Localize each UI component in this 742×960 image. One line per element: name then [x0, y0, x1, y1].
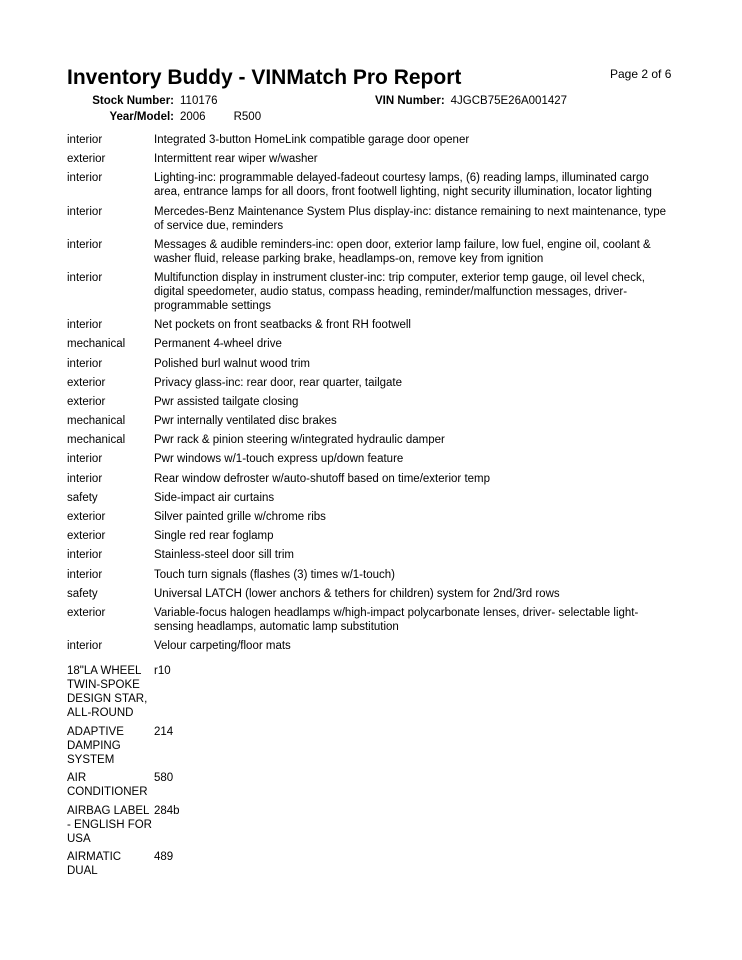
feature-row	[67, 587, 677, 601]
feature-description: Pwr internally ventilated disc brakes	[154, 415, 337, 428]
option-row	[67, 664, 367, 720]
feature-description: Privacy glass-inc: rear door, rear quarter, tailgate	[154, 376, 403, 389]
feature-category: safety	[67, 491, 98, 504]
report-title: Inventory Buddy - VINMatch Pro Report	[67, 66, 462, 89]
feature-category: interior	[67, 472, 103, 485]
feature-category: interior	[67, 319, 103, 332]
feature-row	[67, 238, 677, 266]
feature-description: Single red rear foglamp	[154, 530, 274, 543]
feature-category: exterior	[67, 606, 106, 619]
feature-category: interior	[67, 238, 103, 251]
feature-category: interior	[67, 453, 103, 466]
feature-row	[67, 491, 677, 505]
feature-description: Permanent 4-wheel drive	[154, 338, 282, 351]
feature-row	[67, 433, 677, 447]
option-row	[67, 850, 367, 878]
model-value: R500	[233, 111, 262, 123]
option-name: AIRMATIC DUAL	[67, 851, 122, 877]
year-value: 2006	[180, 111, 206, 123]
feature-description: Lighting-inc: programmable delayed-fadeout courtesy lamps, (6) reading lamps, illuminated cargo area, entrance lamps for all doors, front footwell lighting, night security illumination, locator lighting	[154, 172, 652, 199]
feature-row	[67, 376, 677, 390]
feature-description: Net pockets on front seatbacks & front RH footwell	[154, 319, 411, 332]
feature-category: interior	[67, 134, 103, 146]
feature-category: exterior	[67, 530, 106, 543]
feature-row	[67, 271, 677, 313]
feature-description: Pwr windows w/1-touch express up/down feature	[154, 453, 404, 466]
feature-description: Universal LATCH (lower anchors & tethers for children) system for 2nd/3rd rows	[154, 587, 560, 600]
feature-row	[67, 337, 677, 351]
feature-row	[67, 639, 677, 653]
option-code: 214	[154, 725, 174, 738]
feature-row	[67, 606, 677, 634]
feature-row	[67, 357, 677, 371]
page-number: Page 2 of 6	[610, 67, 672, 81]
feature-category: interior	[67, 172, 103, 185]
feature-list	[67, 133, 677, 658]
feature-category: interior	[67, 549, 103, 562]
feature-description: Pwr assisted tailgate closing	[154, 395, 299, 408]
feature-category: safety	[67, 587, 98, 600]
feature-row	[67, 510, 677, 524]
feature-category: exterior	[67, 395, 106, 408]
vin-row	[375, 95, 567, 107]
option-name: ADAPTIVE DAMPING SYSTEM	[67, 725, 124, 766]
feature-row	[67, 133, 677, 147]
option-row	[67, 804, 367, 846]
option-code: 284b	[154, 804, 180, 817]
feature-description: Messages & audible reminders-inc: open door, exterior lamp failure, low fuel, engine oil, coolant & washer fluid, release parking brake, headlamps-on, remove key from ignition	[154, 238, 651, 265]
feature-category: interior	[67, 568, 103, 581]
feature-description: Intermittent rear wiper w/washer	[154, 153, 318, 166]
option-row	[67, 771, 367, 799]
feature-row	[67, 529, 677, 543]
feature-description: Velour carpeting/floor mats	[154, 640, 291, 653]
vin-value: 4JGCB75E26A001427	[450, 95, 568, 107]
feature-row	[67, 318, 677, 332]
feature-description: Silver painted grille w/chrome ribs	[154, 511, 326, 523]
feature-row	[67, 171, 677, 199]
feature-category: interior	[67, 271, 103, 284]
feature-row	[67, 472, 677, 486]
option-name: 18"LA WHEEL TWIN-SPOKE DESIGN STAR, ALL-ROUND	[67, 665, 148, 719]
option-code: r10	[154, 665, 171, 677]
feature-description: Variable-focus halogen headlamps w/high-impact polycarbonate lenses, driver- selectable light-sensing headlamps, automatic lamp substitution	[154, 606, 639, 633]
feature-description: Mercedes-Benz Maintenance System Plus display-inc: distance remaining to next maintenance, type of service due, reminders	[154, 205, 667, 232]
stock-number-label: Stock Number:	[92, 95, 174, 107]
feature-description: Multifunction display in instrument cluster-inc: trip computer, exterior temp gauge, oil level check, digital speedometer, audio status, compass heading, reminder/malfunction messages, driver-programmable settings	[154, 271, 645, 312]
feature-category: interior	[67, 205, 103, 218]
vin-label: VIN Number:	[375, 95, 445, 107]
feature-row	[67, 152, 677, 166]
feature-description: Integrated 3-button HomeLink compatible garage door opener	[154, 134, 470, 146]
option-row	[67, 725, 367, 767]
feature-row	[67, 395, 677, 409]
feature-category: mechanical	[67, 415, 126, 428]
feature-row	[67, 548, 677, 562]
feature-description: Stainless-steel door sill trim	[154, 549, 294, 562]
feature-category: interior	[67, 640, 103, 653]
feature-row	[67, 568, 677, 582]
feature-category: exterior	[67, 511, 106, 523]
stock-number-value: 110176	[180, 95, 218, 107]
feature-category: mechanical	[67, 434, 126, 447]
option-list	[67, 664, 367, 883]
feature-description: Polished burl walnut wood trim	[154, 357, 310, 370]
feature-description: Rear window defroster w/auto-shutoff based on time/exterior temp	[154, 472, 491, 485]
feature-category: exterior	[67, 153, 106, 166]
feature-category: interior	[67, 357, 103, 370]
year-model-label: Year/Model:	[109, 111, 174, 123]
option-name: AIRBAG LABEL - ENGLISH FOR USA	[67, 804, 152, 845]
option-code: 489	[154, 851, 174, 863]
feature-row	[67, 205, 677, 233]
feature-row	[67, 452, 677, 466]
stock-number-row	[88, 95, 218, 107]
feature-description: Side-impact air curtains	[154, 491, 275, 504]
feature-row	[67, 414, 677, 428]
feature-description: Touch turn signals (flashes (3) times w/1-touch)	[154, 568, 395, 581]
option-name: AIR CONDITIONER	[67, 772, 148, 798]
feature-category: exterior	[67, 376, 106, 389]
option-code: 580	[154, 772, 174, 784]
feature-category: mechanical	[67, 338, 126, 351]
feature-description: Pwr rack & pinion steering w/integrated hydraulic damper	[154, 434, 445, 447]
year-model-row	[88, 111, 261, 123]
